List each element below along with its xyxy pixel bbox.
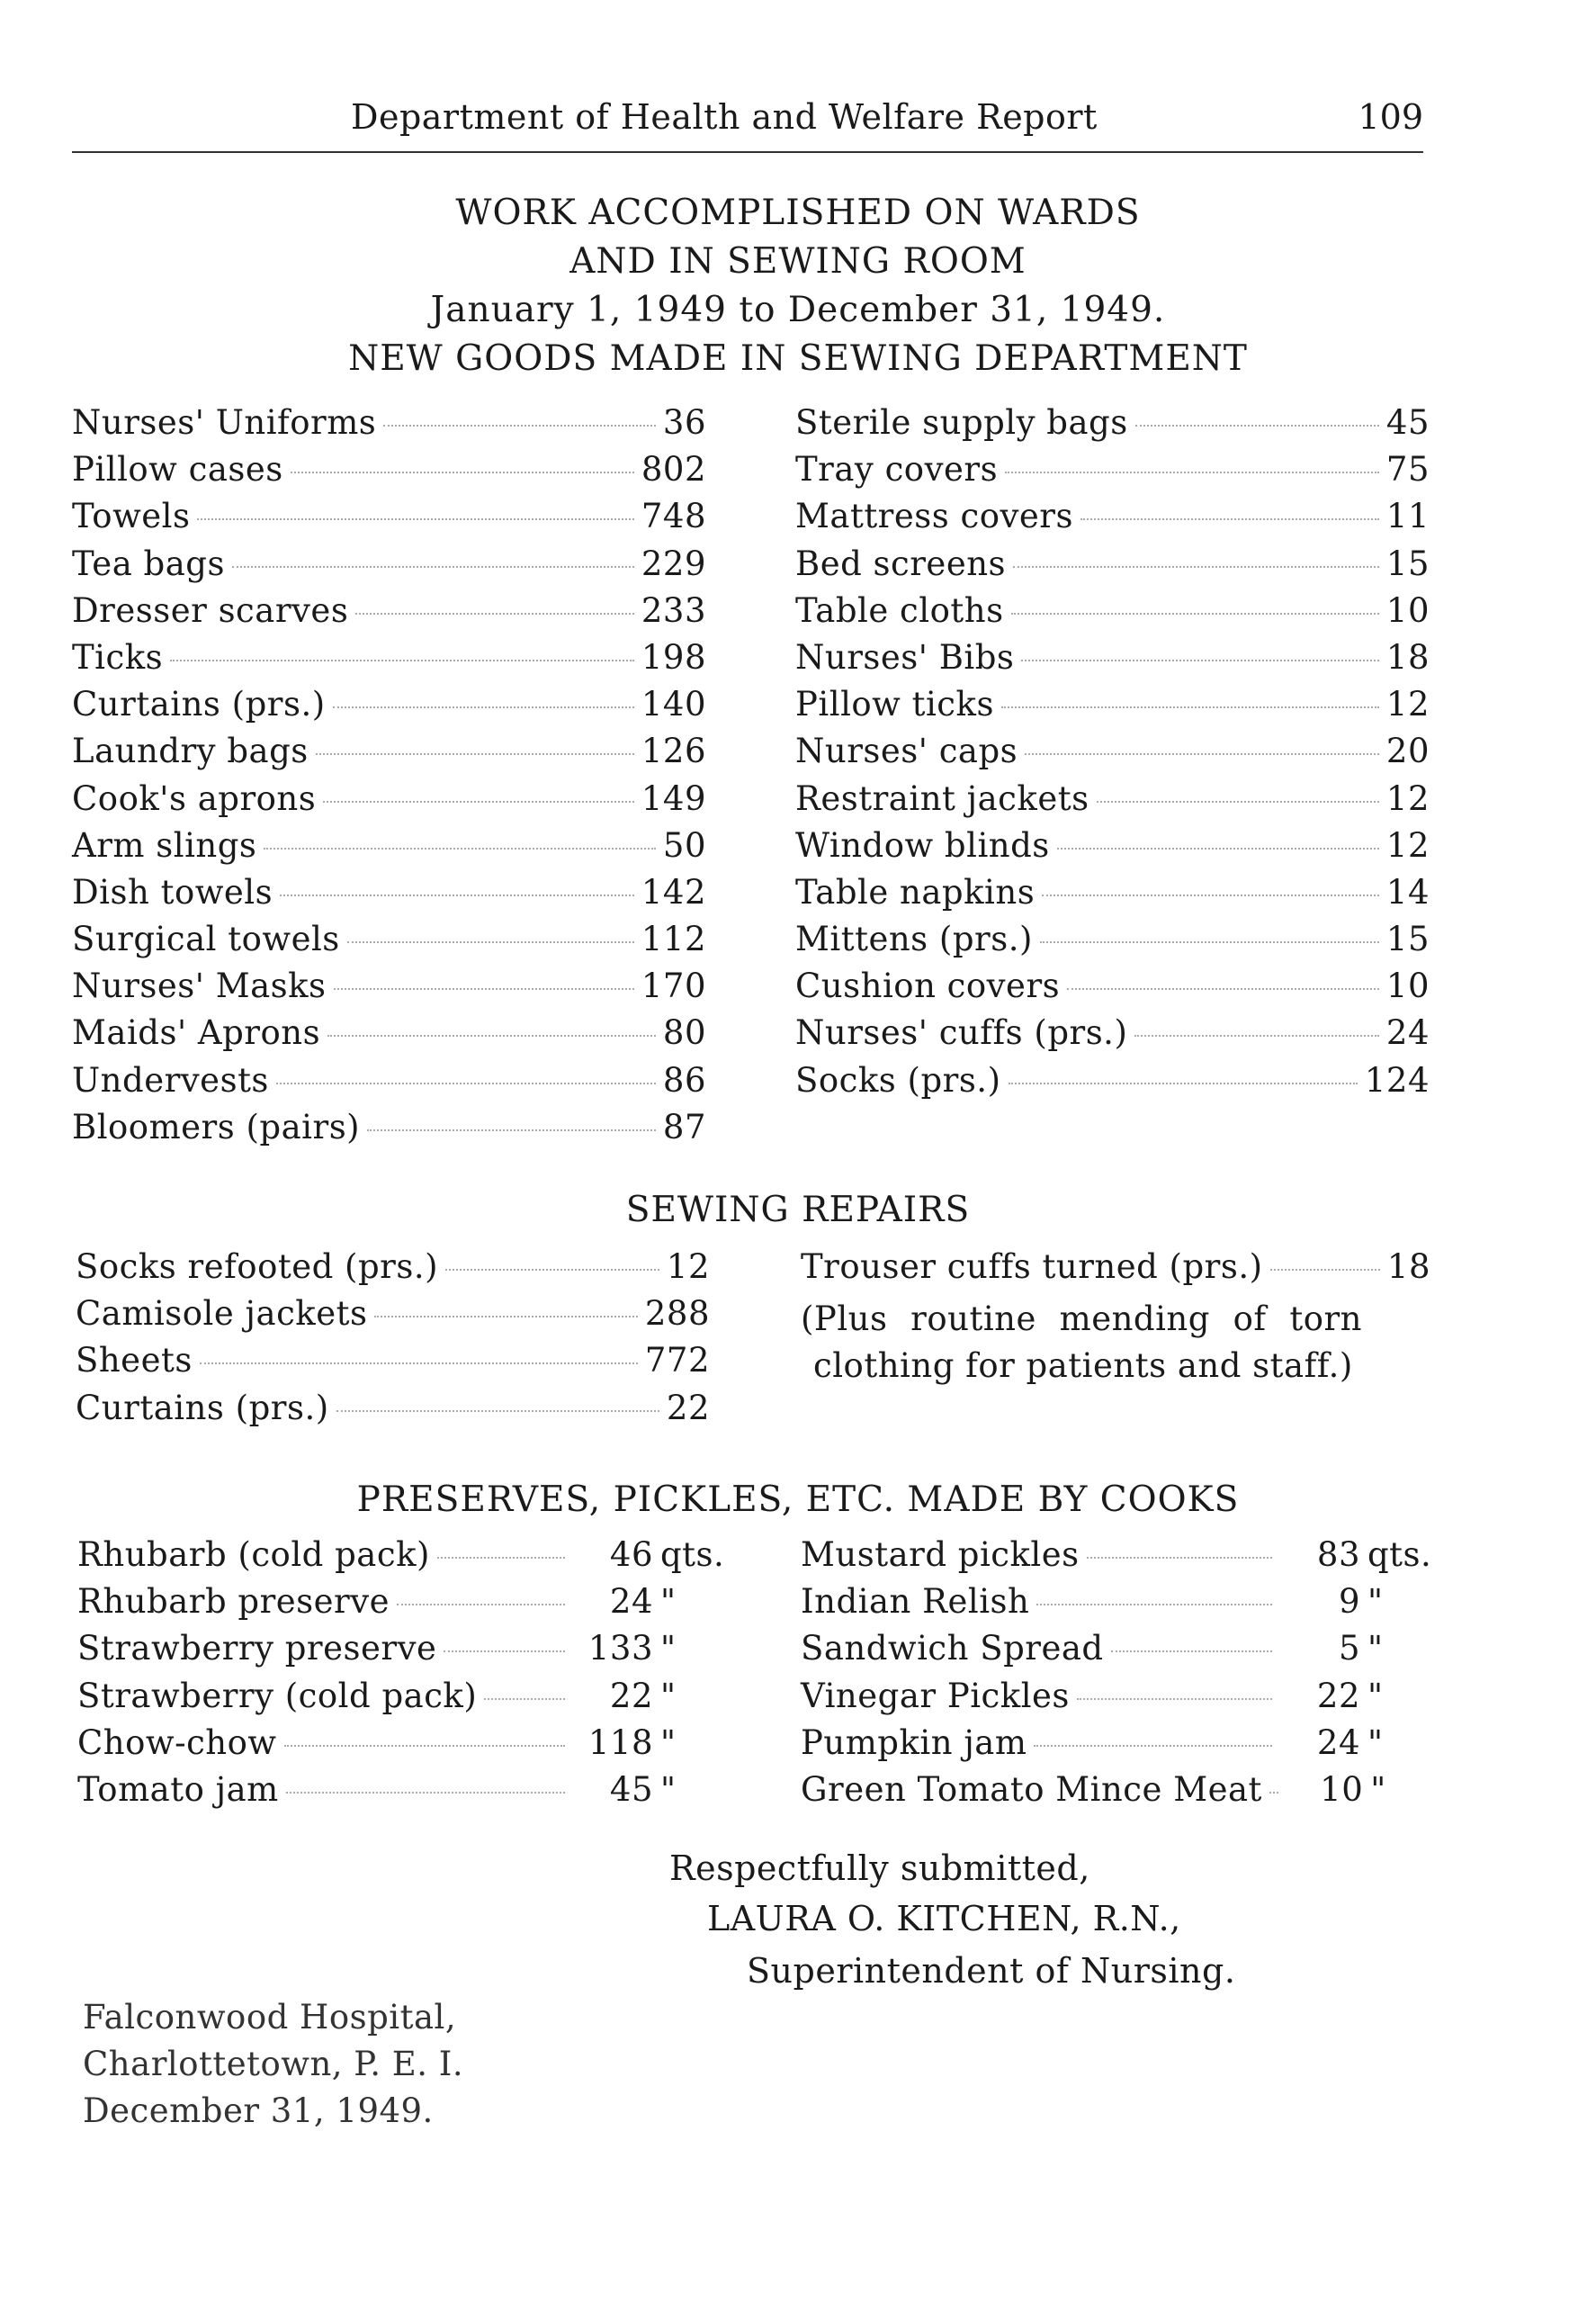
page-number: 109 [1358, 97, 1423, 137]
address-block [83, 1994, 463, 2135]
item-quantity: 133 [587, 1629, 653, 1668]
item-label: Green Tomato Mince Meat [801, 1769, 1262, 1809]
item-unit: " [1367, 1582, 1384, 1622]
dot-leader [437, 1557, 565, 1559]
dot-leader [316, 753, 634, 755]
item-label: Indian Relish [801, 1582, 1030, 1622]
list-item [72, 403, 706, 450]
item-quantity: 22 [1316, 1676, 1360, 1715]
item-label: Tea bags [72, 544, 225, 583]
section-heading-line1: WORK ACCOMPLISHED ON WARDS [455, 193, 1141, 233]
item-quantity: 87 [662, 1107, 706, 1147]
dot-leader [397, 1604, 565, 1605]
item-quantity: 12 [1385, 778, 1430, 818]
item-quantity: 18 [1386, 1247, 1430, 1286]
item-label: Mustard pickles [801, 1535, 1080, 1574]
list-item [76, 1341, 710, 1388]
dot-leader [291, 472, 634, 473]
dot-leader [383, 425, 656, 427]
item-quantity: 170 [641, 967, 706, 1006]
dot-leader [1134, 1035, 1379, 1037]
closing-line: Respectfully submitted, [669, 1848, 1090, 1888]
list-item [801, 1770, 1439, 1817]
list-item [795, 779, 1430, 826]
list-item [801, 1535, 1439, 1582]
item-label: Table cloths [795, 590, 1004, 630]
item-quantity: 12 [1385, 685, 1430, 724]
item-unit: qts. [1367, 1535, 1432, 1574]
dot-leader [1036, 1604, 1272, 1605]
item-label: Camisole jackets [76, 1294, 368, 1334]
list-item [77, 1629, 732, 1676]
dot-leader [276, 1083, 656, 1084]
item-quantity: 46 [609, 1535, 653, 1574]
list-item [76, 1247, 710, 1294]
item-label: Nurses' Masks [72, 967, 327, 1006]
list-item [795, 920, 1430, 967]
item-label: Bloomers (pairs) [72, 1107, 361, 1147]
dot-leader [445, 1269, 659, 1271]
item-label: Mittens (prs.) [795, 920, 1033, 959]
dot-leader [1013, 566, 1379, 568]
list-item [76, 1294, 710, 1341]
dot-leader [336, 1410, 659, 1412]
dot-leader [280, 895, 634, 896]
list-item [72, 591, 706, 638]
sewing-repairs-left-list [76, 1247, 710, 1435]
item-quantity: 112 [641, 920, 706, 959]
dot-leader [1077, 1698, 1272, 1700]
item-quantity: 12 [666, 1247, 710, 1286]
list-item [72, 497, 706, 544]
list-item [801, 1723, 1439, 1770]
list-item [795, 638, 1430, 685]
item-label: Nurses' cuffs (prs.) [795, 1013, 1128, 1053]
running-title: Department of Health and Welfare Report [351, 97, 1098, 137]
list-item [801, 1677, 1439, 1723]
item-quantity: 142 [641, 872, 706, 912]
dot-leader [323, 801, 634, 803]
new-goods-heading: NEW GOODS MADE IN SEWING DEPARTMENT [348, 338, 1248, 379]
dot-leader [1067, 988, 1379, 990]
preserves-left-list [77, 1535, 732, 1817]
item-label: Ticks [72, 637, 164, 677]
item-unit: " [1367, 1722, 1384, 1762]
list-item [795, 1013, 1430, 1060]
dot-leader [1021, 660, 1379, 661]
date-range: January 1, 1949 to December 31, 1949. [430, 290, 1166, 330]
dot-leader [1011, 613, 1379, 615]
item-quantity: 45 [1385, 403, 1430, 442]
dot-leader [197, 518, 633, 520]
item-label: Towels [72, 497, 191, 536]
preserves-heading: PRESERVES, PICKLES, ETC. MADE BY COOKS [356, 1479, 1240, 1520]
item-label: Pumpkin jam [801, 1722, 1027, 1762]
list-item [77, 1582, 732, 1629]
address-line-1: Falconwood Hospital, [83, 1998, 457, 2037]
dot-leader [355, 613, 634, 615]
item-label: Dresser scarves [72, 590, 349, 630]
list-item [72, 1061, 706, 1108]
dot-leader [1057, 848, 1379, 850]
dot-leader [200, 1362, 638, 1364]
item-quantity: 24 [609, 1582, 653, 1622]
item-quantity: 233 [641, 590, 706, 630]
address-date: December 31, 1949. [83, 2091, 434, 2130]
item-label: Bed screens [795, 544, 1007, 583]
item-quantity: 50 [662, 825, 706, 865]
list-item [76, 1389, 710, 1435]
item-quantity: 36 [662, 403, 706, 442]
item-quantity: 14 [1385, 872, 1430, 912]
dot-leader [367, 1129, 656, 1131]
dot-leader [232, 566, 634, 568]
section-heading-line2: AND IN SEWING ROOM [569, 241, 1027, 282]
dot-leader [1111, 1650, 1272, 1652]
dot-leader [1087, 1557, 1272, 1559]
item-label: Socks refooted (prs.) [76, 1247, 439, 1286]
list-item [795, 1061, 1430, 1108]
item-unit: " [1370, 1769, 1386, 1809]
item-label: Curtains (prs.) [76, 1388, 329, 1427]
signatory-title: Superintendent of Nursing. [747, 1951, 1236, 1991]
item-label: Nurses' Bibs [795, 637, 1015, 677]
item-label: Window blinds [795, 825, 1050, 865]
preserves-right-list [801, 1535, 1439, 1817]
list-item [72, 450, 706, 497]
list-item [795, 732, 1430, 778]
list-item [795, 403, 1430, 450]
list-item [77, 1770, 732, 1817]
item-quantity: 86 [662, 1060, 706, 1100]
item-quantity: 15 [1385, 544, 1430, 583]
new-goods-right-list [795, 403, 1430, 1108]
address-line-2: Charlottetown, P. E. I. [83, 2045, 464, 2083]
item-quantity: 20 [1385, 732, 1430, 771]
item-quantity: 126 [641, 732, 706, 771]
item-quantity: 10 [1385, 967, 1430, 1006]
list-item [795, 826, 1430, 873]
item-label: Mattress covers [795, 497, 1073, 536]
list-item [801, 1582, 1439, 1629]
list-item [72, 685, 706, 732]
dot-leader [1005, 472, 1379, 473]
item-quantity: 124 [1364, 1060, 1430, 1100]
item-quantity: 18 [1385, 637, 1430, 677]
item-unit: " [660, 1629, 677, 1668]
item-unit: " [660, 1769, 677, 1809]
dot-leader [334, 988, 634, 990]
item-label: Sandwich Spread [801, 1629, 1104, 1668]
item-quantity: 9 [1338, 1582, 1360, 1622]
dot-leader [1042, 895, 1379, 896]
list-item [795, 497, 1430, 544]
item-quantity: 288 [644, 1294, 710, 1334]
item-quantity: 45 [609, 1769, 653, 1809]
dot-leader [1009, 1083, 1358, 1084]
dot-leader [333, 706, 634, 708]
dot-leader [1080, 518, 1379, 520]
item-unit: " [660, 1582, 677, 1622]
item-quantity: 198 [641, 637, 706, 677]
sewing-repairs-heading: SEWING REPAIRS [625, 1190, 971, 1230]
list-item [72, 826, 706, 873]
item-label: Arm slings [72, 825, 257, 865]
item-label: Tray covers [795, 450, 999, 490]
item-quantity: 10 [1320, 1769, 1364, 1809]
item-unit: " [1367, 1629, 1384, 1668]
item-quantity: 12 [1385, 825, 1430, 865]
dot-leader [1269, 1792, 1278, 1794]
item-label: Table napkins [795, 872, 1036, 912]
item-quantity: 229 [641, 544, 706, 583]
dot-leader [170, 660, 634, 661]
dot-leader [444, 1650, 565, 1652]
item-quantity: 83 [1316, 1535, 1360, 1574]
item-quantity: 10 [1385, 590, 1430, 630]
dot-leader [1001, 706, 1379, 708]
item-quantity: 75 [1385, 450, 1430, 490]
dot-leader [374, 1316, 637, 1317]
dot-leader [347, 941, 634, 943]
item-unit: qts. [660, 1535, 725, 1574]
item-unit: " [660, 1676, 677, 1715]
item-label: Pillow cases [72, 450, 283, 490]
list-item [77, 1535, 732, 1582]
dot-leader [284, 1745, 565, 1747]
list-item [77, 1677, 732, 1723]
item-label: Maids' Aprons [72, 1013, 321, 1053]
item-label: Nurses' caps [795, 732, 1018, 771]
item-label: Strawberry (cold pack) [77, 1676, 478, 1715]
item-quantity: 22 [609, 1676, 653, 1715]
item-label: Laundry bags [72, 732, 309, 771]
sewing-repairs-note: (Plus routine mending of torn clothing for patients and staff.) [801, 1299, 1362, 1385]
item-label: Restraint jackets [795, 778, 1089, 818]
item-quantity: 80 [662, 1013, 706, 1053]
dot-leader [1025, 753, 1379, 755]
item-label: Strawberry preserve [77, 1629, 437, 1668]
item-quantity: 748 [641, 497, 706, 536]
list-item [72, 779, 706, 826]
item-label: Pillow ticks [795, 685, 994, 724]
item-quantity: 24 [1385, 1013, 1430, 1053]
item-label: Sheets [76, 1341, 193, 1380]
list-item [72, 967, 706, 1013]
signatory-name: LAURA O. KITCHEN, R.N., [707, 1899, 1181, 1938]
new-goods-left-list [72, 403, 706, 1155]
list-item [72, 1013, 706, 1060]
item-quantity: 5 [1338, 1629, 1360, 1668]
list-item [72, 920, 706, 967]
item-label: Chow-chow [77, 1722, 277, 1762]
list-item [72, 638, 706, 685]
list-item [795, 450, 1430, 497]
dot-leader [1034, 1745, 1272, 1747]
list-item [795, 685, 1430, 732]
sewing-repairs-right-list [801, 1247, 1430, 1294]
item-label: Vinegar Pickles [801, 1676, 1070, 1715]
item-label: Dish towels [72, 872, 273, 912]
list-item [77, 1723, 732, 1770]
item-quantity: 118 [587, 1722, 653, 1762]
item-quantity: 149 [641, 778, 706, 818]
list-item [795, 544, 1430, 591]
item-label: Socks (prs.) [795, 1060, 1001, 1100]
item-quantity: 11 [1385, 497, 1430, 536]
item-quantity: 24 [1316, 1722, 1360, 1762]
item-label: Trouser cuffs turned (prs.) [801, 1247, 1263, 1286]
item-unit: " [1367, 1676, 1384, 1715]
item-label: Sterile supply bags [795, 403, 1128, 442]
list-item [72, 544, 706, 591]
dot-leader [1270, 1269, 1380, 1271]
list-item [795, 873, 1430, 920]
dot-leader [1097, 801, 1379, 803]
item-label: Nurses' Uniforms [72, 403, 377, 442]
item-quantity: 772 [644, 1341, 710, 1380]
item-label: Undervests [72, 1060, 269, 1100]
item-label: Rhubarb preserve [77, 1582, 390, 1622]
dot-leader [484, 1698, 565, 1700]
item-quantity: 802 [641, 450, 706, 490]
item-unit: " [660, 1722, 677, 1762]
item-label: Surgical towels [72, 920, 340, 959]
item-label: Rhubarb (cold pack) [77, 1535, 430, 1574]
dot-leader [1040, 941, 1379, 943]
item-label: Cook's aprons [72, 778, 317, 818]
item-label: Curtains (prs.) [72, 685, 326, 724]
page-header [72, 97, 1423, 153]
list-item [72, 732, 706, 778]
dot-leader [327, 1035, 656, 1037]
item-quantity: 15 [1385, 920, 1430, 959]
item-quantity: 140 [641, 685, 706, 724]
list-item [795, 591, 1430, 638]
item-label: Cushion covers [795, 967, 1061, 1006]
list-item [795, 967, 1430, 1013]
dot-leader [264, 848, 655, 850]
dot-leader [1135, 425, 1379, 427]
list-item [72, 1108, 706, 1155]
list-item [801, 1247, 1430, 1294]
dot-leader [286, 1792, 565, 1794]
item-label: Tomato jam [77, 1769, 279, 1809]
item-quantity: 22 [666, 1388, 710, 1427]
list-item [801, 1629, 1439, 1676]
list-item [72, 873, 706, 920]
